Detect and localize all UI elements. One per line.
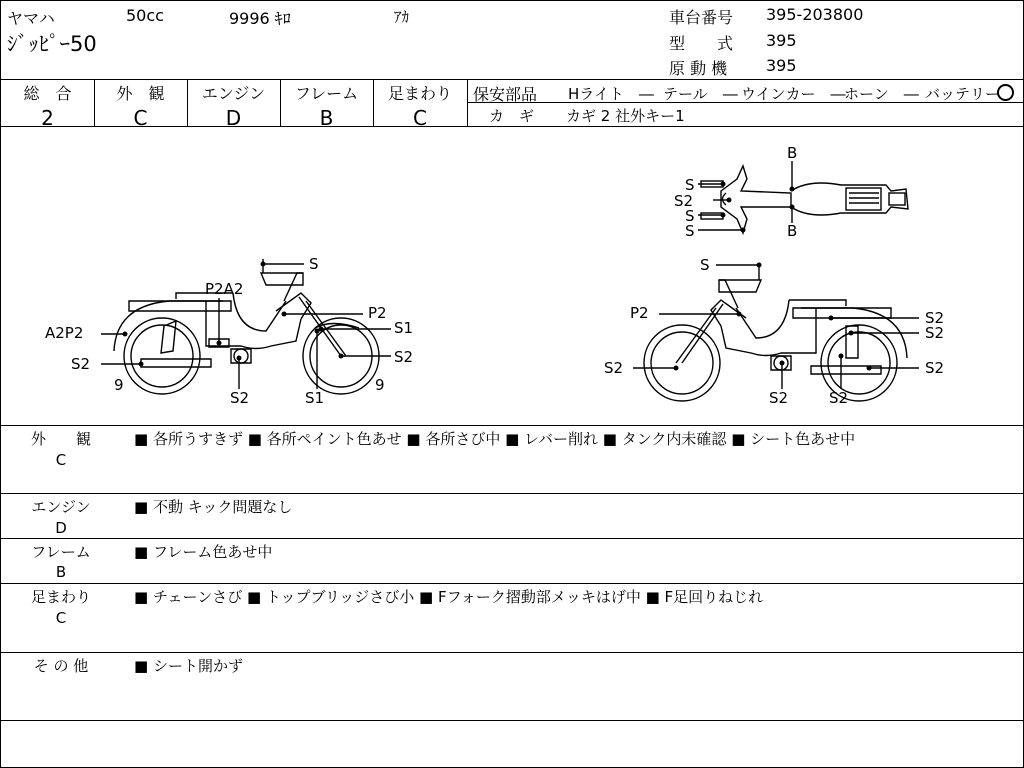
left-label-p2: P2	[368, 304, 387, 322]
top-label-b2: B	[787, 222, 798, 240]
divider	[1, 652, 1023, 653]
section-label: 足まわり	[30, 588, 91, 606]
right-label-s2-b: S2	[925, 324, 945, 342]
rating-label: 総 合	[23, 84, 72, 103]
bike-top-view	[701, 166, 908, 233]
section-text: ■ チェーンさび ■ トップブリッジさび小 ■ Fフォーク摺動部メッキはげ中 ■ F足回りねじれ	[134, 588, 764, 606]
top-label-s1: S	[685, 176, 695, 194]
section-text: ■ 各所うすきず ■ 各所ペイント色あせ ■ 各所さび中 ■ レバー削れ ■ タンク内未確認 ■ シート色あせ中	[134, 430, 856, 448]
right-label-s2-right: S2	[925, 359, 945, 377]
frame-no-label: 車台番号	[669, 8, 734, 27]
divider	[1, 538, 1023, 539]
type-value: 395	[766, 31, 797, 50]
section-text: ■ シート開かず	[134, 657, 243, 675]
left-label-a2p2: A2P2	[45, 324, 84, 342]
displacement: 50cc	[126, 6, 164, 25]
rating-exterior	[94, 81, 187, 130]
left-label-s: S	[309, 255, 319, 273]
left-label-s1-right: S1	[394, 319, 414, 337]
section-grade: C	[55, 451, 67, 469]
divider	[1, 493, 1023, 494]
damage-diagram	[1, 127, 1023, 425]
engine-value: 395	[766, 56, 797, 75]
right-label-s: S	[700, 256, 710, 274]
safety-headlight: Hライト ―	[568, 85, 654, 103]
safety-battery: バッテリー	[925, 85, 1001, 103]
top-label-s4: S	[685, 222, 695, 240]
safety-label: 保安部品	[473, 85, 538, 104]
safety-tail: テール ―	[663, 85, 738, 103]
rating-label: フレーム	[294, 84, 359, 103]
section-text: ■ フレーム色あせ中	[134, 543, 273, 561]
divider	[1, 583, 1023, 584]
safety-horn: ホーン ―	[844, 85, 919, 103]
rating-suspension	[373, 81, 467, 130]
section-grade: D	[55, 519, 67, 537]
divider	[1, 79, 1023, 80]
rating-overall	[1, 81, 94, 130]
key-value: カギ 2 社外キー1	[566, 107, 685, 125]
left-label-9-right: 9	[375, 376, 385, 394]
section-grade: C	[55, 609, 67, 627]
key-label: カ ギ	[489, 107, 535, 125]
frame-no-value: 395-203800	[766, 5, 864, 24]
rating-label: エンジン	[201, 84, 266, 103]
left-label-s2-bottom: S2	[230, 389, 250, 407]
model-name: ｼﾞｯﾋﾟｰ50	[7, 32, 97, 56]
top-label-s2: S2	[674, 192, 694, 210]
right-label-s2-left: S2	[604, 359, 624, 377]
right-label-s2-bot2: S2	[829, 389, 849, 407]
left-label-s1-bottom: S1	[305, 389, 325, 407]
section-grade: B	[55, 563, 67, 581]
top-label-s3: S	[685, 207, 695, 225]
engine-label: 原 動 機	[669, 59, 728, 78]
section-label: 外 観	[30, 430, 91, 448]
rating-grade: 2	[41, 106, 54, 130]
type-label: 型 式	[669, 34, 734, 53]
rating-frame	[280, 81, 373, 130]
mileage: 9996 ｷﾛ	[229, 9, 291, 28]
right-label-s2-bot1: S2	[769, 389, 789, 407]
rating-grade: C	[413, 106, 427, 130]
left-label-9-left: 9	[114, 376, 124, 394]
section-label: フレーム	[31, 543, 91, 561]
rating-grade: B	[319, 106, 334, 130]
safety-winker: ウインカー ―	[741, 85, 846, 103]
bike-left-side-view	[114, 259, 379, 394]
divider	[1, 425, 1023, 426]
rating-grade: D	[225, 106, 242, 130]
rating-label: 足まわり	[387, 84, 452, 103]
right-label-s2-a: S2	[925, 309, 945, 327]
left-label-s2-left: S2	[71, 355, 91, 373]
top-label-b1: B	[787, 144, 798, 162]
rating-grade: C	[133, 106, 148, 130]
left-label-p2a2: P2A2	[205, 280, 244, 298]
rating-label: 外 観	[116, 84, 165, 103]
section-label: エンジン	[31, 498, 91, 516]
left-leader-lines	[101, 264, 391, 389]
divider	[1, 720, 1023, 721]
right-label-p2: P2	[630, 304, 649, 322]
color: ｱｶ	[394, 8, 410, 26]
left-label-s2-right: S2	[394, 348, 414, 366]
section-label: そ の 他	[33, 657, 89, 675]
circle-mark-icon	[997, 84, 1014, 101]
divider	[467, 79, 468, 126]
maker: ヤマハ	[7, 9, 55, 28]
rating-engine	[187, 81, 280, 130]
section-text: ■ 不動 キック問題なし	[134, 498, 293, 516]
